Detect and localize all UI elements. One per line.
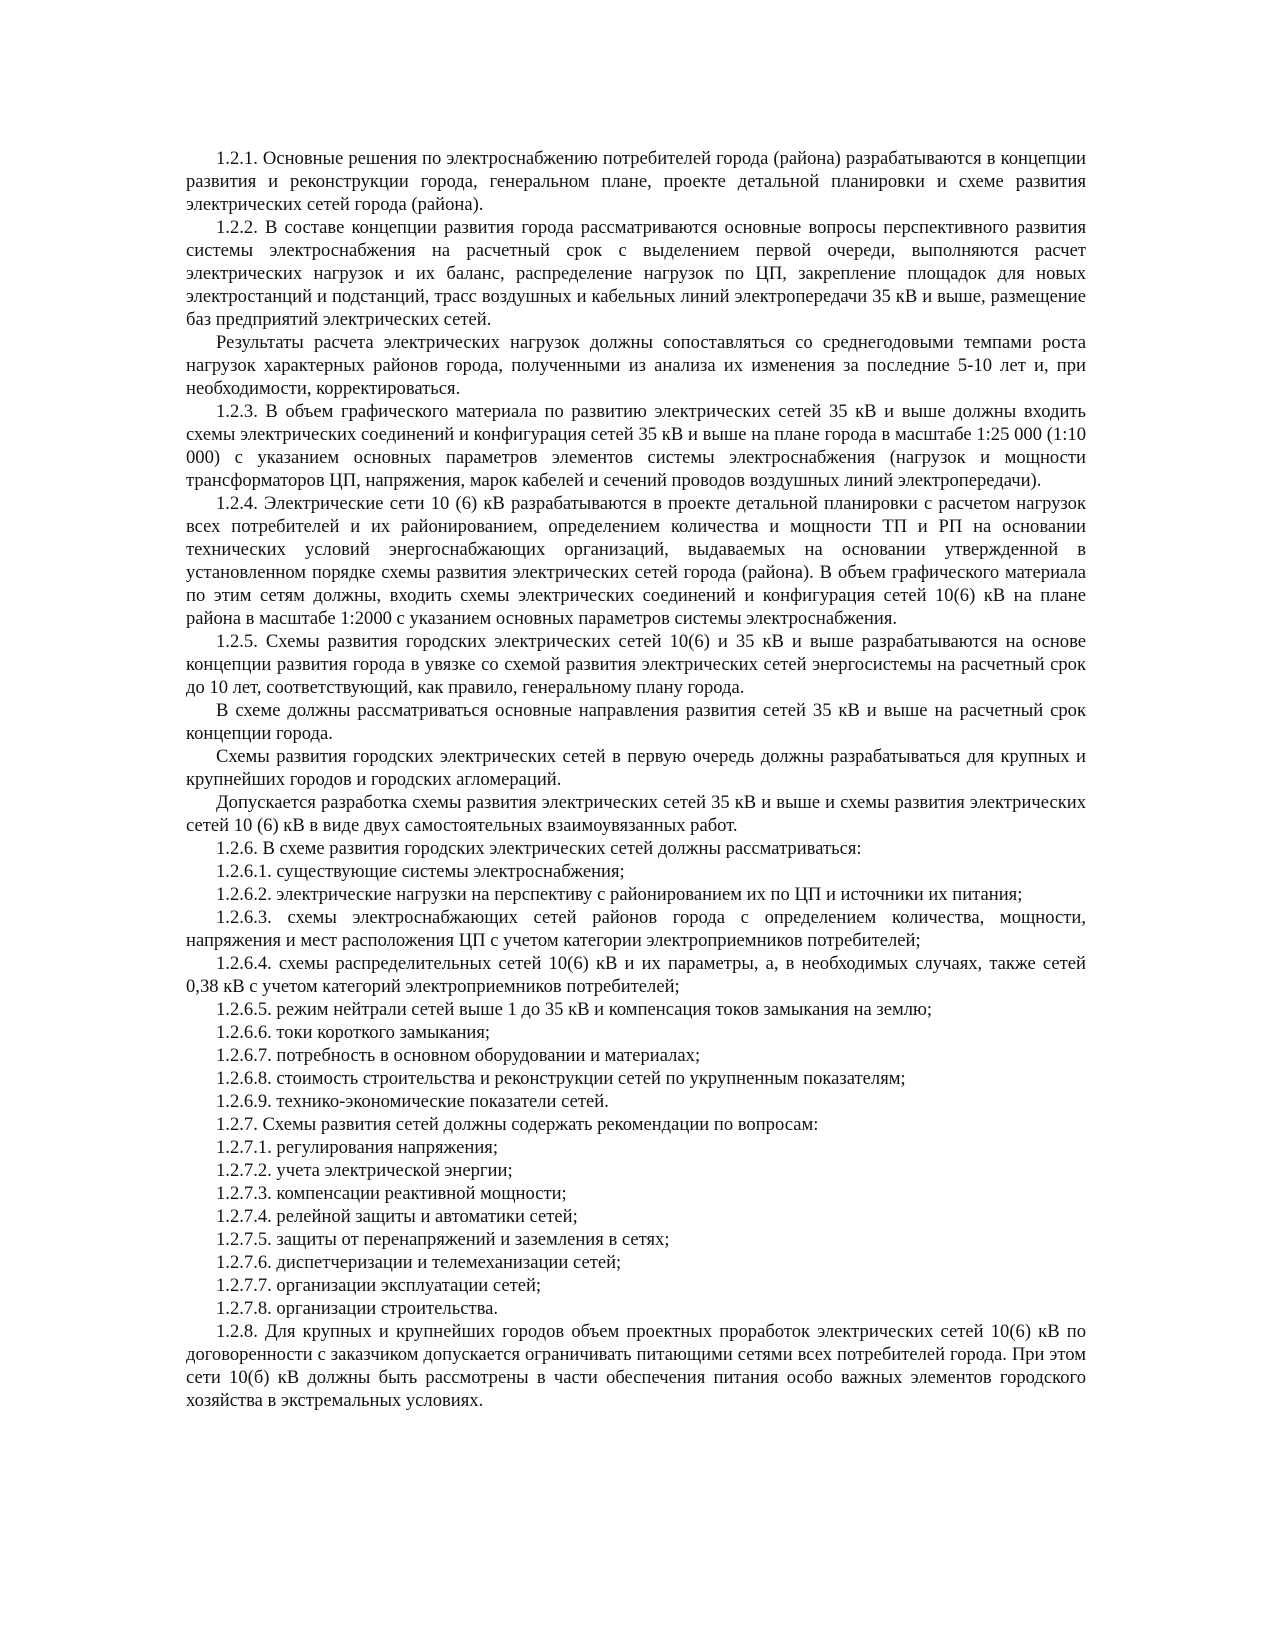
list-item-1-2-7-2: 1.2.7.2. учета электрической энергии; [216, 1160, 513, 1181]
paragraph-1-2-4: 1.2.4. Электрические сети 10 (6) кВ разрабатываются в проекте детальной планировки с расчетом нагрузок всех потребителей и их районированием, определением количества и мощности ТП и РП на основании технических условий энергоснабжающих организаций, выдаваемых на основании утвержденной в установленном порядке схемы развития электрических сетей города (района). В объем графического материала по этим сетям должны, входить схемы электрических соединений и конфигурация сетей 10(6) кВ на плане района в масштабе 1:2000 с указанием основных параметров системы электроснабжения. [186, 493, 1086, 629]
list-item-1-2-6-3: 1.2.6.3. схемы электроснабжающих сетей районов города с определением количества, мощности, напряжения и мест расположения ЦП с учетом категории электроприемников потребителей; [186, 907, 1086, 951]
list-item-1-2-6-9: 1.2.6.9. технико-экономические показатели сетей. [216, 1091, 609, 1112]
list-item-1-2-6-6: 1.2.6.6. токи короткого замыкания; [216, 1022, 491, 1043]
list-item-1-2-6-5: 1.2.6.5. режим нейтрали сетей выше 1 до 35 кВ и компенсация токов замыкания на землю; [216, 999, 933, 1020]
paragraph-1-2-5: 1.2.5. Схемы развития городских электрических сетей 10(6) и 35 кВ и выше разрабатываются на основе концепции развития города в увязке со схемой развития электрических сетей энергосистемы на расчетный срок до 10 лет, соответствующий, как правило, генеральному плану города. [186, 631, 1086, 698]
paragraph-1-2-2: 1.2.2. В составе концепции развития города рассматриваются основные вопросы перспективного развития системы электроснабжения на расчетный срок с выделением первой очереди, выполняются расчет электрических нагрузок и их баланс, распределение нагрузок по ЦП, закрепление площадок для новых электростанций и подстанций, трасс воздушных и кабельных линий электропередачи 35 кВ и выше, размещение баз предприятий электрических сетей. [186, 217, 1086, 330]
paragraph-load-results: Результаты расчета электрических нагрузок должны сопоставляться со среднегодовыми темпами роста нагрузок характерных районов города, полученными из анализа их изменения за последние 5-10 лет и, при необходимости, корректироваться. [186, 332, 1086, 399]
list-item-1-2-7-5: 1.2.7.5. защиты от перенапряжений и заземления в сетях; [216, 1229, 670, 1250]
list-item-1-2-7-7: 1.2.7.7. организации эксплуатации сетей; [216, 1275, 542, 1296]
paragraph-scheme-allowance: Допускается разработка схемы развития электрических сетей 35 кВ и выше и схемы развития электрических сетей 10 (6) кВ в виде двух самостоятельных взаимоувязанных работ. [186, 792, 1086, 836]
list-item-1-2-6-7: 1.2.6.7. потребность в основном оборудовании и материалах; [216, 1045, 701, 1066]
paragraph-scheme-directions: В схеме должны рассматриваться основные направления развития сетей 35 кВ и выше на расчетный срок концепции города. [186, 700, 1086, 744]
list-item-1-2-7-1: 1.2.7.1. регулирования напряжения; [216, 1137, 499, 1158]
list-item-1-2-6-2: 1.2.6.2. электрические нагрузки на перспективу с районированием их по ЦП и источники их питания; [216, 884, 1023, 905]
paragraph-1-2-3: 1.2.3. В объем графического материала по развитию электрических сетей 35 кВ и выше должны входить схемы электрических соединений и конфигурация сетей 35 кВ и выше на плане города в масштабе 1:25 000 (1:10 000) с указанием основных параметров элементов системы электроснабжения (нагрузок и мощности трансформаторов ЦП, напряжения, марок кабелей и сечений проводов воздушных линий электропередачи). [186, 401, 1086, 491]
list-item-1-2-7-6: 1.2.7.6. диспетчеризации и телемеханизации сетей; [216, 1252, 622, 1273]
list-item-1-2-6-4: 1.2.6.4. схемы распределительных сетей 10(6) кВ и их параметры, а, в необходимых случаях, также сетей 0,38 кВ с учетом категорий электроприемников потребителей; [186, 953, 1086, 997]
paragraph-scheme-priority: Схемы развития городских электрических сетей в первую очередь должны разрабатываться для крупных и крупнейших городов и городских агломераций. [186, 746, 1086, 790]
list-item-1-2-7-4: 1.2.7.4. релейной защиты и автоматики сетей; [216, 1206, 578, 1227]
list-item-1-2-6-8: 1.2.6.8. стоимость строительства и реконструкции сетей по укрупненным показателям; [216, 1068, 906, 1089]
list-item-1-2-6-1: 1.2.6.1. существующие системы электроснабжения; [216, 861, 625, 882]
paragraph-1-2-1: 1.2.1. Основные решения по электроснабжению потребителей города (района) разрабатываются в концепции развития и реконструкции города, генеральном плане, проекте детальной планировки и схеме развития электрических сетей города (района). [186, 148, 1086, 215]
list-item-1-2-7-8: 1.2.7.8. организации строительства. [216, 1298, 499, 1319]
paragraph-1-2-8: 1.2.8. Для крупных и крупнейших городов объем проектных проработок электрических сетей 10(6) кВ по договоренности с заказчиком допускается ограничивать питающими сетями всех потребителей города. При этом сети 10(б) кВ должны быть рассмотрены в части обеспечения питания особо важных элементов городского хозяйства в экстремальных условиях. [186, 1321, 1086, 1411]
paragraph-1-2-7: 1.2.7. Схемы развития сетей должны содержать рекомендации по вопросам: [216, 1114, 819, 1135]
list-item-1-2-7-3: 1.2.7.3. компенсации реактивной мощности; [216, 1183, 567, 1204]
document-body [186, 147, 1086, 1412]
paragraph-1-2-6: 1.2.6. В схеме развития городских электрических сетей должны рассматриваться: [216, 838, 862, 859]
